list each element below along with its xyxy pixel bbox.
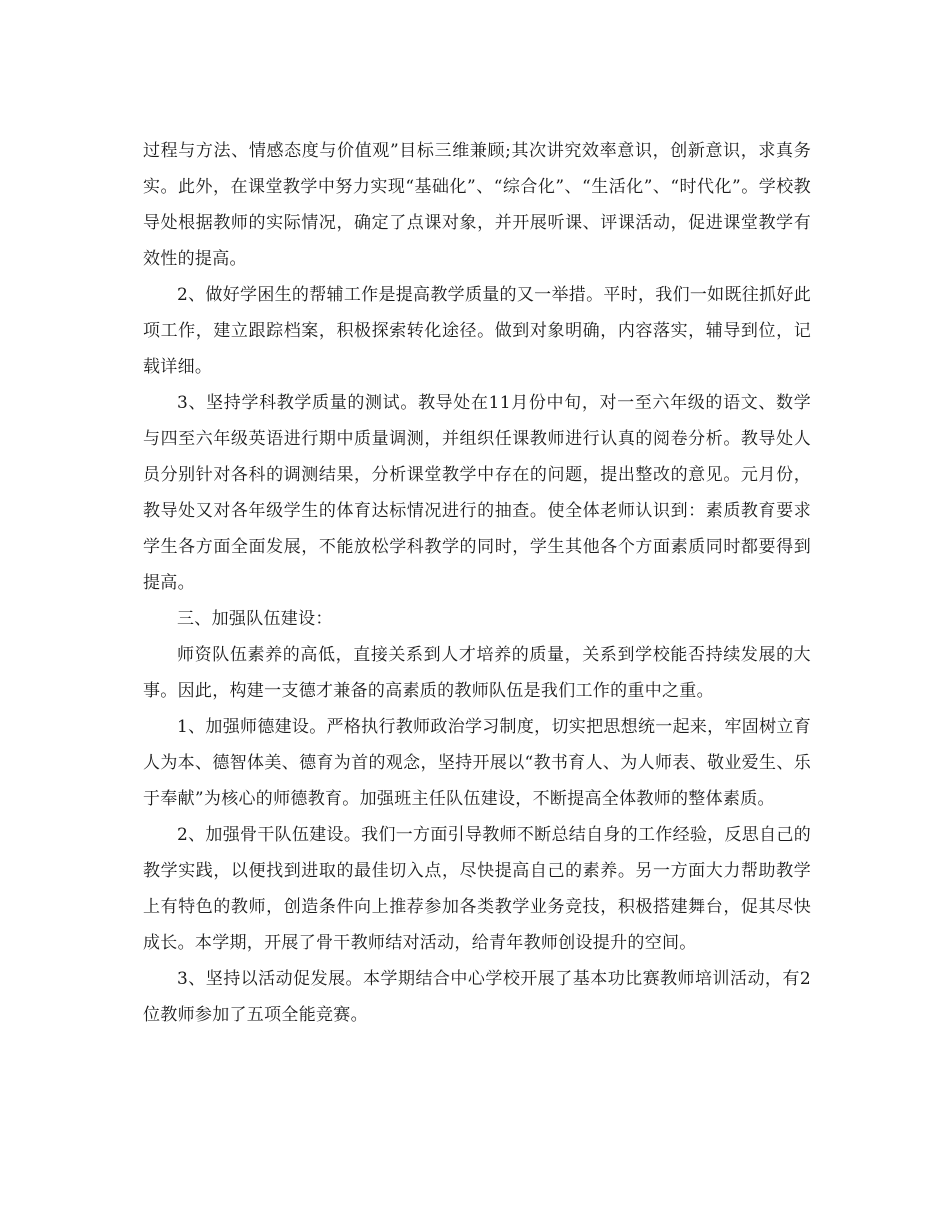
paragraph-teacher-quality: 师资队伍素养的高低，直接关系到人才培养的质量，关系到学校能否持续发展的大事。因此，构建一支德才兼备的高素质的教师队伍是我们工作的重中之重。 — [143, 645, 811, 701]
paragraph-quality-testing: 3、坚持学科教学质量的测试。教导处在11月份中旬，对一至六年级的语文、数学与四至六年级英语进行期中质量调测，并组织任课教师进行认真的阅卷分析。教导处人员分别针对各科的调测结果，分析课堂教学中存在的问题，提出整改的意见。元月份，教导处又对各年级学生的体育达标情况进行的抽查。使全体老师认识到：素质教育要求学生各方面全面发展，不能放松学科教学的同时，学生其他各个方面素质同时都要得到提高。 — [143, 393, 811, 593]
paragraph-struggling-students: 2、做好学困生的帮辅工作是提高教学质量的又一举措。平时，我们一如既往抓好此项工作，建立跟踪档案，积极探索转化途径。做到对象明确，内容落实，辅导到位，记载详细。 — [143, 285, 811, 377]
paragraph-backbone-team: 2、加强骨干队伍建设。我们一方面引导教师不断总结自身的工作经验，反思自己的教学实践，以便找到进取的最佳切入点，尽快提高自己的素养。另一方面大力帮助教学上有特色的教师，创造条件向上推荐参加各类教学业务竞技，积极搭建舞台，促其尽快成长。本学期，开展了骨干教师结对活动，给青年教师创设提升的空间。 — [143, 825, 811, 953]
paragraph-teaching-goals: 过程与方法、情感态度与价值观”目标三维兼顾;其次讲究效率意识，创新意识，求真务实。此外，在课堂教学中努力实现“基础化”、“综合化”、“生活化”、“时代化”。学校教导处根据教师的实际情况，确定了点课对象，并开展听课、评课活动，促进课堂教学有效性的提高。 — [143, 141, 811, 269]
document-page — [143, 133, 811, 1033]
paragraph-activities: 3、坚持以活动促发展。本学期结合中心学校开展了基本功比赛教师培训活动，有2位教师参加了五项全能竞赛。 — [143, 969, 811, 1025]
section-heading-team-building: 三、加强队伍建设： — [177, 609, 333, 629]
paragraph-ethics-building: 1、加强师德建设。严格执行教师政治学习制度，切实把思想统一起来，牢固树立育人为本、德智体美、德育为首的观念，坚持开展以“教书育人、为人师表、敬业爱生、乐于奉献”为核心的师德教育。加强班主任队伍建设，不断提高全体教师的整体素质。 — [143, 717, 811, 809]
